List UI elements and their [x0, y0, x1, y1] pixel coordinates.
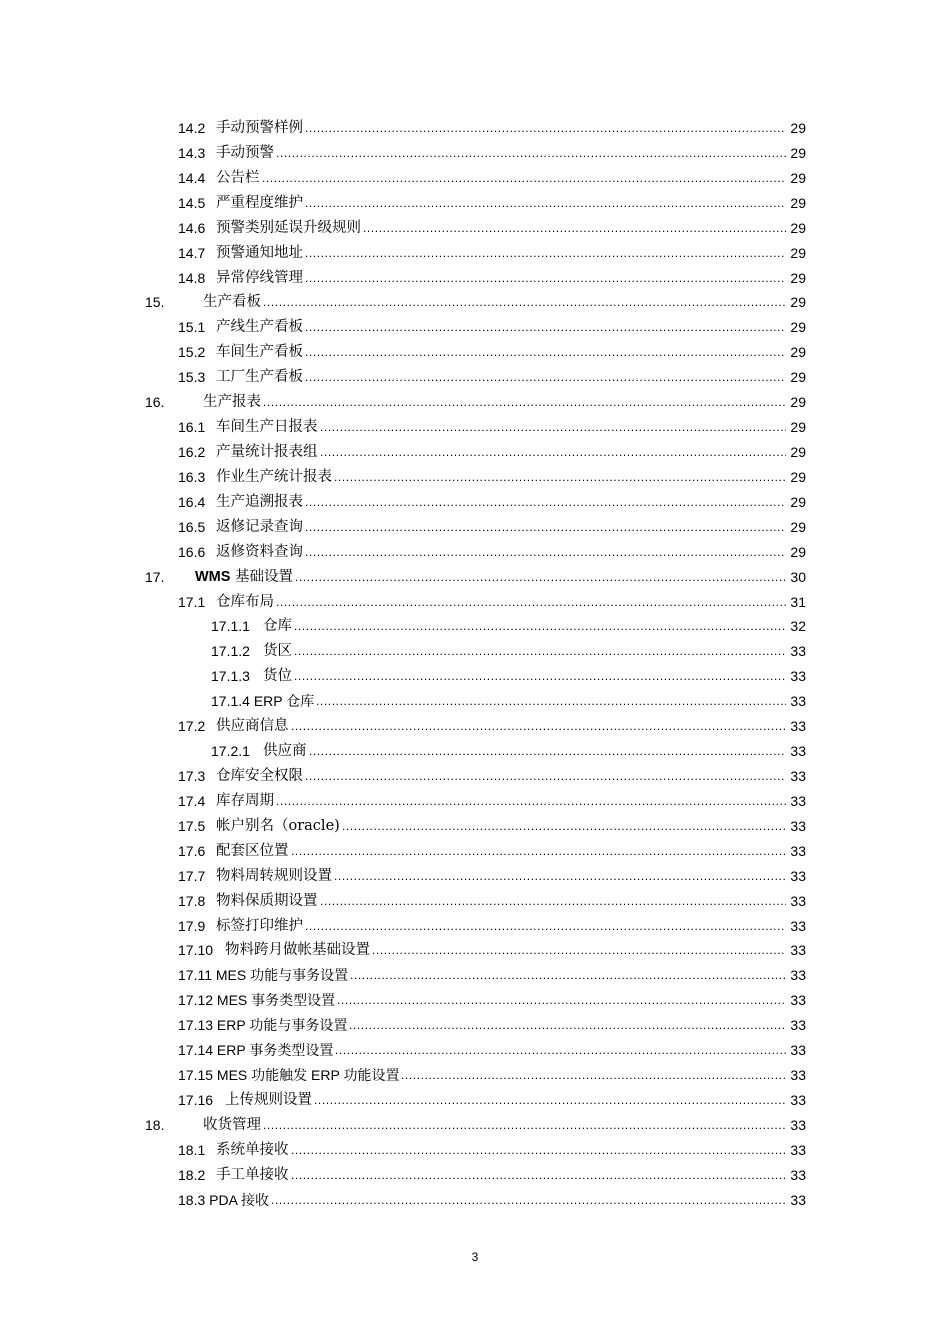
toc-entry[interactable] — [0, 315, 950, 340]
toc-entry[interactable] — [0, 266, 950, 291]
toc-dot-leader — [303, 540, 786, 565]
toc-dot-leader — [307, 739, 786, 764]
toc-dot-leader — [303, 764, 786, 789]
toc-entry-title: 仓库安全权限 — [216, 767, 303, 784]
toc-entry-number: 16.2 — [178, 443, 206, 460]
toc-entry-number: 17.11 MES 功能与事务设置 — [178, 967, 349, 984]
toc-entry[interactable] — [0, 789, 950, 814]
toc-dot-leader — [332, 465, 786, 490]
toc-entry-title: 货区 — [263, 643, 292, 660]
toc-entry-page: 33 — [788, 889, 806, 914]
toc-entry[interactable] — [0, 914, 950, 939]
toc-dot-leader — [347, 1013, 786, 1038]
toc-dot-leader — [260, 166, 786, 191]
toc-entry-page: 33 — [788, 1138, 806, 1163]
toc-entry[interactable] — [0, 1063, 950, 1088]
wms-label: WMS — [195, 568, 231, 585]
toc-entry-page: 33 — [788, 963, 806, 988]
toc-entry-page: 33 — [788, 864, 806, 889]
toc-entry[interactable] — [0, 1138, 950, 1163]
toc-entry-page: 33 — [788, 1113, 806, 1138]
toc-dot-leader — [348, 963, 786, 988]
toc-entry-page: 30 — [788, 565, 806, 590]
toc-entry-number: 15. — [145, 294, 165, 311]
toc-dot-leader — [269, 1188, 786, 1213]
toc-entry-title: 生产报表 — [203, 394, 261, 411]
toc-entry[interactable] — [0, 191, 950, 216]
toc-entry-number: 17.8 — [178, 892, 206, 909]
toc-entry[interactable] — [0, 664, 950, 689]
toc-dot-leader — [289, 1163, 786, 1188]
toc-entry-number: 14.4 — [178, 169, 206, 186]
toc-entry-title: 产量统计报表组 — [216, 443, 318, 460]
toc-entry-title: 物料跨月做帐基础设置 — [225, 942, 370, 959]
toc-entry-page: 29 — [788, 490, 806, 515]
toc-entry[interactable] — [0, 739, 950, 764]
toc-entry-number: 17.5 — [178, 817, 206, 834]
toc-entry-page: 29 — [788, 266, 806, 291]
toc-entry-number: 17.13 ERP 功能与事务设置 — [178, 1017, 348, 1034]
toc-entry[interactable] — [0, 241, 950, 266]
toc-entry-page: 33 — [788, 914, 806, 939]
toc-entry-number: 15.1 — [178, 319, 206, 336]
toc-entry-title: 工厂生产看板 — [216, 369, 303, 386]
toc-dot-leader — [274, 789, 786, 814]
toc-entry-title: 库存周期 — [216, 792, 274, 809]
toc-entry-page: 33 — [788, 764, 806, 789]
toc-entry-page: 29 — [788, 440, 806, 465]
toc-dot-leader — [303, 365, 786, 390]
toc-entry-page: 29 — [788, 116, 806, 141]
toc-entry-title: 生产追溯报表 — [216, 493, 303, 510]
toc-entry[interactable] — [0, 864, 950, 889]
toc-entry-number: 16.1 — [178, 419, 206, 436]
toc-dot-leader — [332, 864, 786, 889]
toc-entry-page: 33 — [788, 1038, 806, 1063]
toc-entry-page: 33 — [788, 839, 806, 864]
toc-entry-title: 手动预警样例 — [216, 120, 303, 136]
toc-entry-page: 29 — [788, 191, 806, 216]
toc-dot-leader — [292, 664, 786, 689]
toc-entry-title: 车间生产日报表 — [216, 419, 318, 436]
toc-entry-number: 17.1.3 — [211, 668, 250, 685]
toc-dot-leader — [292, 614, 786, 639]
toc-entry-page: 33 — [788, 1088, 806, 1113]
toc-entry-title: 预警通知地址 — [216, 244, 303, 261]
toc-dot-leader — [289, 1138, 786, 1163]
toc-entry-title: 异常停线管理 — [216, 269, 303, 286]
toc-dot-leader — [289, 839, 786, 864]
toc-entry-number: 17.4 — [178, 792, 206, 809]
toc-entry-number: 16.3 — [178, 468, 206, 485]
toc-entry-page: 29 — [788, 340, 806, 365]
toc-entry-title: 公告栏 — [216, 169, 260, 186]
toc-entry[interactable] — [0, 988, 950, 1013]
toc-entry[interactable] — [0, 440, 950, 465]
toc-entry-number: 17.2.1 — [211, 743, 250, 760]
toc-dot-leader — [399, 1063, 786, 1088]
toc-dot-leader — [303, 515, 786, 540]
toc-entry[interactable] — [0, 938, 950, 963]
toc-entry[interactable] — [0, 166, 950, 191]
toc-dot-leader — [293, 565, 786, 590]
toc-entry[interactable] — [0, 764, 950, 789]
toc-entry[interactable] — [0, 889, 950, 914]
toc-entry-title: 帐户别名（oracle) — [216, 817, 340, 834]
toc-entry-number: 17.1 — [178, 593, 206, 610]
toc-entry[interactable] — [0, 814, 950, 839]
toc-entry-number: 15.2 — [178, 344, 206, 361]
toc-entry[interactable] — [0, 714, 950, 739]
toc-entry[interactable] — [0, 141, 950, 166]
toc-dot-leader — [303, 490, 786, 515]
toc-entry[interactable] — [0, 963, 950, 988]
toc-dot-leader — [314, 689, 786, 714]
toc-entry-title: 产线生产看板 — [216, 319, 303, 336]
toc-entry-number: 17. — [145, 568, 165, 585]
toc-entry-page: 33 — [788, 639, 806, 664]
toc-entry-title: 严重程度维护 — [216, 194, 303, 211]
toc-entry-title: 仓库 — [263, 618, 292, 635]
toc-entry-number: 14.6 — [178, 219, 206, 236]
toc-entry-title: 手工单接收 — [216, 1166, 289, 1183]
toc-entry-page: 33 — [788, 789, 806, 814]
toc-entry-title: 系统单接收 — [216, 1141, 289, 1158]
toc-entry[interactable] — [0, 1013, 950, 1038]
toc-entry[interactable] — [0, 465, 950, 490]
toc-entry-title: 生产看板 — [203, 294, 261, 311]
toc-entry-title: 预警类别延误升级规则 — [216, 219, 361, 236]
toc-entry-number: 18. — [145, 1116, 165, 1133]
toc-entry-number: 17.16 — [178, 1091, 214, 1108]
toc-entry[interactable] — [0, 490, 950, 515]
toc-dot-leader — [292, 639, 786, 664]
page-number: 3 — [471, 1250, 479, 1264]
toc-entry-number: 18.3 PDA 接收 — [178, 1191, 270, 1208]
toc-entry-title: 物料保质期设置 — [216, 892, 318, 909]
toc-entry-page: 33 — [788, 664, 806, 689]
toc-entry-page: 29 — [788, 315, 806, 340]
toc-entry[interactable] — [0, 839, 950, 864]
toc-entry-page: 29 — [788, 166, 806, 191]
toc-entry[interactable] — [0, 540, 950, 565]
toc-entry-number: 14.2 — [178, 120, 206, 136]
toc-entry-number: 18.1 — [178, 1141, 206, 1158]
toc-dot-leader — [303, 340, 786, 365]
toc-dot-leader — [303, 191, 786, 216]
toc-entry-number: 14.7 — [178, 244, 206, 261]
toc-dot-leader — [261, 1113, 786, 1138]
toc-entry[interactable] — [0, 340, 950, 365]
toc-entry[interactable] — [0, 1038, 950, 1063]
toc-entry[interactable] — [0, 390, 950, 415]
toc-entry[interactable] — [0, 1163, 950, 1188]
toc-entry-number: 17.15 MES 功能触发 ERP 功能设置 — [178, 1067, 400, 1084]
toc-dot-leader — [335, 988, 786, 1013]
toc-entry-number: 16.5 — [178, 518, 206, 535]
toc-entry-page: 29 — [788, 465, 806, 490]
toc-entry-number: 17.7 — [178, 867, 206, 884]
toc-entry-page: 29 — [788, 216, 806, 241]
toc-entry-title: 手动预警 — [216, 144, 274, 161]
toc-dot-leader — [303, 116, 786, 141]
toc-entry-page: 33 — [788, 1163, 806, 1188]
toc-dot-leader — [318, 415, 786, 440]
table-of-contents — [0, 116, 950, 1213]
toc-entry[interactable] — [0, 290, 950, 315]
toc-entry[interactable] — [0, 216, 950, 241]
toc-entry-title: WMS 基础设置 — [195, 568, 294, 585]
toc-entry-title: 供应商信息 — [216, 718, 289, 735]
toc-entry[interactable] — [0, 590, 950, 615]
toc-dot-leader — [318, 889, 786, 914]
toc-entry-page: 33 — [788, 1013, 806, 1038]
toc-dot-leader — [361, 216, 786, 241]
toc-entry-title: 供应商 — [263, 743, 307, 760]
toc-entry-number: 17.6 — [178, 842, 206, 859]
toc-dot-leader — [274, 590, 786, 615]
toc-entry-page: 29 — [788, 365, 806, 390]
toc-entry-page: 29 — [788, 390, 806, 415]
toc-dot-leader — [274, 141, 786, 166]
toc-dot-leader — [303, 241, 786, 266]
toc-entry-page: 33 — [788, 1188, 806, 1213]
toc-entry-page: 29 — [788, 540, 806, 565]
toc-entry-page: 29 — [788, 415, 806, 440]
toc-entry-number: 16. — [145, 394, 165, 411]
toc-dot-leader — [318, 440, 786, 465]
toc-entry-number: 16.6 — [178, 543, 206, 560]
toc-entry[interactable] — [0, 1088, 950, 1113]
toc-dot-leader — [261, 290, 786, 315]
toc-dot-leader — [303, 266, 786, 291]
toc-entry[interactable] — [0, 614, 950, 639]
toc-entry-number: 14.3 — [178, 144, 206, 161]
toc-dot-leader — [303, 315, 786, 340]
toc-dot-leader — [340, 814, 786, 839]
toc-entry-page: 33 — [788, 988, 806, 1013]
toc-entry[interactable] — [0, 1188, 950, 1213]
toc-entry-page: 29 — [788, 141, 806, 166]
toc-entry-number: 15.3 — [178, 369, 206, 386]
toc-entry-number: 14.8 — [178, 269, 206, 286]
toc-entry-page: 33 — [788, 938, 806, 963]
toc-entry-number: 16.4 — [178, 493, 206, 510]
toc-entry[interactable] — [0, 639, 950, 664]
toc-entry-number: 17.10 — [178, 942, 214, 959]
toc-dot-leader — [370, 938, 786, 963]
toc-entry-title: 上传规则设置 — [225, 1091, 312, 1108]
toc-entry-number: 17.1.1 — [211, 618, 250, 635]
toc-entry-page: 33 — [788, 689, 806, 714]
toc-entry-title: 收货管理 — [203, 1116, 261, 1133]
toc-dot-leader — [312, 1088, 786, 1113]
toc-entry-number: 17.14 ERP 事务类型设置 — [178, 1042, 334, 1059]
toc-entry[interactable] — [0, 689, 950, 714]
toc-entry-title: 仓库布局 — [216, 593, 274, 610]
toc-entry-page: 32 — [788, 614, 806, 639]
toc-entry-number: 17.1.2 — [211, 643, 250, 660]
toc-entry-title: 车间生产看板 — [216, 344, 303, 361]
toc-entry-number: 14.5 — [178, 194, 206, 211]
toc-entry-title: 标签打印维护 — [216, 917, 303, 934]
toc-entry-title: 货位 — [263, 668, 292, 685]
toc-entry-page: 31 — [788, 590, 806, 615]
toc-entry-page: 29 — [788, 241, 806, 266]
toc-entry-page: 29 — [788, 290, 806, 315]
toc-dot-leader — [303, 914, 786, 939]
toc-entry-number: 18.2 — [178, 1166, 206, 1183]
toc-entry[interactable] — [0, 365, 950, 390]
toc-entry-page: 33 — [788, 1063, 806, 1088]
toc-entry[interactable] — [0, 515, 950, 540]
toc-entry-number: 17.3 — [178, 767, 206, 784]
toc-entry-title: 物料周转规则设置 — [216, 867, 332, 884]
toc-entry-page: 33 — [788, 714, 806, 739]
toc-dot-leader — [261, 390, 786, 415]
toc-entry[interactable] — [0, 1113, 950, 1138]
toc-dot-leader — [289, 714, 786, 739]
toc-entry[interactable] — [0, 415, 950, 440]
toc-entry-page: 33 — [788, 739, 806, 764]
toc-entry-page: 33 — [788, 814, 806, 839]
toc-entry-title: 返修资料查询 — [216, 543, 303, 560]
toc-entry-number: 17.12 MES 事务类型设置 — [178, 992, 336, 1009]
toc-entry-title: 配套区位置 — [216, 842, 289, 859]
toc-entry-page: 29 — [788, 515, 806, 540]
toc-entry[interactable] — [0, 116, 950, 141]
toc-entry-number: 17.1.4 ERP 仓库 — [211, 693, 315, 710]
toc-dot-leader — [333, 1038, 786, 1063]
toc-entry-title: 返修记录查询 — [216, 518, 303, 535]
toc-entry[interactable] — [0, 565, 950, 590]
toc-entry-title: 作业生产统计报表 — [216, 468, 332, 485]
toc-entry-number: 17.2 — [178, 718, 206, 735]
toc-entry-number: 17.9 — [178, 917, 206, 934]
